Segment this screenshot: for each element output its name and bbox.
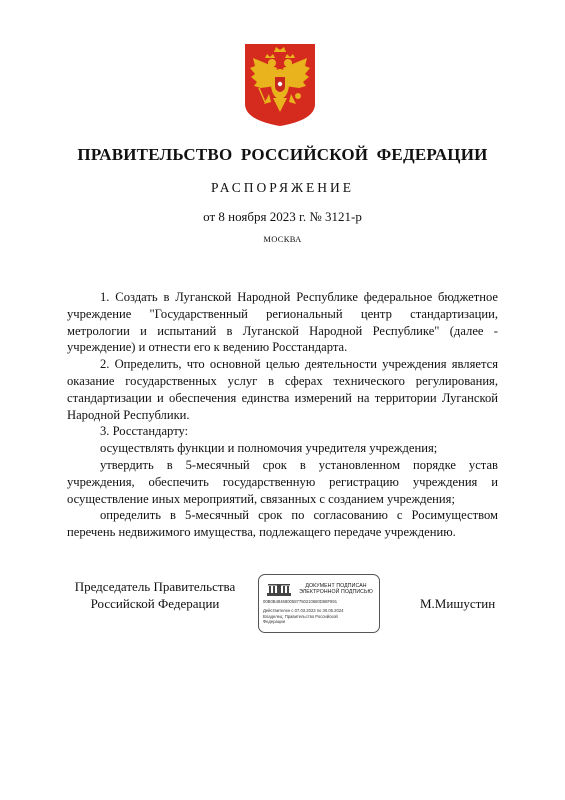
paragraph-6: определить в 5-месячный срок по согласованию с Росимуществом перечень недвижимого имущества, подлежащего передаче учреждению. (67, 508, 498, 540)
stamp-title-line2: ЭЛЕКТРОННОЙ ПОДПИСЬЮ (299, 589, 373, 595)
signatory-position (65, 578, 245, 612)
stamp-owner-line2: Федерации (263, 619, 285, 625)
stamp-emblem-icon (267, 582, 291, 596)
stamp-validity: Действителен с 07.03.2023 по 30.05.2024 (263, 608, 344, 613)
document-type: РАСПОРЯЖЕНИЕ (210, 180, 355, 195)
organization-title: ПРАВИТЕЛЬСТВО РОССИЙСКОЙ ФЕДЕРАЦИИ (77, 145, 488, 164)
stamp-certificate-number: 00B0B4846800587750210680D68F891 (263, 599, 338, 604)
paragraph-2: 2. Определить, что основной целью деятельности учреждения является оказание государственных услуг в сферах технического регулирования, стандартизации и обеспечения единства измерений на территории Луганской Народной Республики. (67, 357, 498, 422)
stamp-title-line1: ДОКУМЕНТ ПОДПИСАН (305, 583, 367, 589)
signatory-name: М.Мишустин (420, 596, 496, 611)
paragraph-4: осуществлять функции и полномочия учредителя учреждения; (100, 441, 438, 456)
stamp-title (294, 583, 378, 595)
stamp-owner (263, 614, 375, 624)
paragraph-5: утвердить в 5-месячный срок в установленном порядке устав учреждения, обеспечить государственную регистрацию учреждения и осуществление иных мероприятий, связанных с созданием учреждения; (67, 457, 498, 506)
paragraph-3: 3. Росстандарту: (100, 424, 189, 439)
stamp-owner-line1: Владелец: Правительство Российской (263, 614, 338, 619)
signatory-position-line2: Российской Федерации (90, 596, 220, 611)
document-city: МОСКВА (263, 234, 302, 244)
stamp-header (262, 578, 375, 595)
document-body (67, 289, 498, 541)
electronic-signature-stamp (258, 574, 380, 633)
signatory-position-line1: Председатель Правительства (74, 579, 236, 594)
coat-of-arms-emblem (245, 44, 315, 126)
paragraph-1: 1. Создать в Луганской Народной Республике федеральное бюджетное учреждение "Государственный региональный центр стандартизации, метрологии и испытаний в Луганской Народной Республике" (далее - учреждение) и отнести его к ведению Росстандарта. (67, 290, 498, 355)
document-date-number: от 8 ноября 2023 г. № 3121-р (203, 209, 362, 224)
